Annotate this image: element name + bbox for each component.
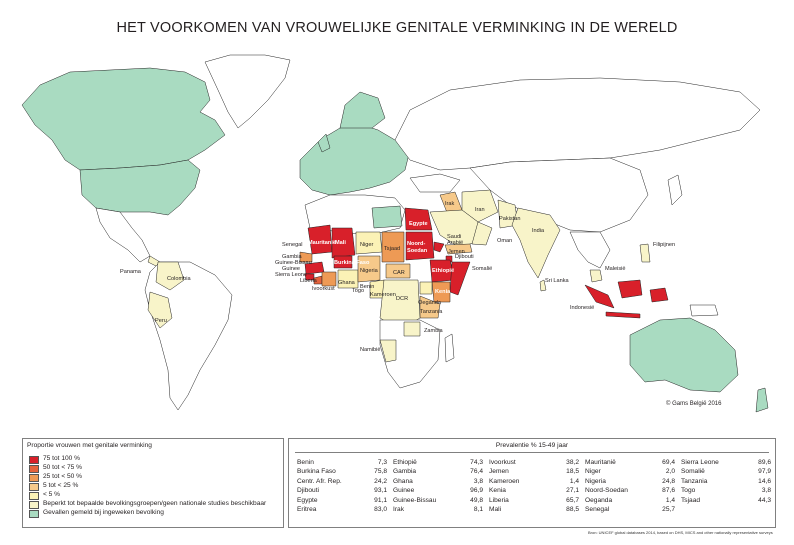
south-america — [145, 262, 232, 410]
prevalence-value: 7,3 — [377, 459, 387, 466]
prevalence-row — [393, 506, 483, 515]
prevalence-row — [489, 459, 579, 468]
country-name: Ethiopië — [393, 459, 417, 466]
prevalence-value: 1,4 — [569, 477, 579, 485]
prevalence-value: 91,1 — [374, 496, 387, 504]
label-sri-lanka: Sri Lanka — [545, 278, 569, 284]
label-somalia: Somalië — [472, 266, 493, 272]
australia-immigration — [630, 318, 738, 392]
legend-swatch — [29, 474, 39, 482]
label-niger: Niger — [360, 242, 374, 248]
prevalence-value: 1,4 — [665, 496, 675, 504]
label-ivory-coast: Ivoorkust — [312, 286, 335, 292]
prevalence-value: 74,3 — [470, 459, 483, 466]
japan — [668, 175, 682, 205]
country-name: Somalië — [681, 468, 705, 476]
label-malaysia: Maleisië — [605, 266, 626, 272]
country-name: Niger — [585, 468, 601, 476]
prevalence-row — [393, 468, 483, 477]
new-zealand — [756, 388, 768, 412]
prevalence-value: 3,8 — [761, 487, 771, 495]
prevalence-row — [393, 487, 483, 496]
label-mauritania: Mauritanië — [308, 240, 336, 246]
country-name: Burkina Faso — [297, 468, 336, 476]
label-dcr: DCR — [396, 296, 409, 302]
prevalence-value: 75,8 — [374, 468, 387, 476]
prevalence-row — [681, 478, 771, 487]
label-benin: Benin — [360, 284, 375, 290]
prevalence-value: 8,1 — [473, 506, 483, 513]
prevalence-row — [585, 459, 675, 468]
label-zambia: Zambia — [424, 328, 443, 334]
country-name: Nigeria — [585, 477, 606, 485]
mexico — [96, 208, 150, 262]
prevalence-value: 93,1 — [374, 487, 387, 495]
country-name: Oeganda — [585, 496, 613, 504]
label-yemen: Jemen — [448, 249, 465, 255]
prevalence-value: 27,1 — [566, 487, 579, 495]
prevalence-value: 69,4 — [662, 459, 675, 466]
prevalence-value: 83,0 — [374, 506, 387, 513]
country-name: Jemen — [489, 468, 509, 476]
legend-swatch — [29, 492, 39, 500]
legend-swatch — [29, 456, 39, 464]
prevalence-row — [393, 459, 483, 468]
country-name: Benin — [297, 459, 314, 466]
europe-immigration — [300, 124, 410, 195]
malaysia — [590, 270, 602, 282]
label-sudan-2: Soedan — [407, 248, 428, 254]
prevalence-value: 76,4 — [470, 468, 483, 476]
prevalence-row — [681, 497, 771, 506]
country-name: Guinee — [393, 487, 415, 495]
label-ethiopia: Ethiopië — [432, 268, 455, 274]
prevalence-row — [681, 487, 771, 496]
legend-title: Proportie vrouwen met genitale verminking — [27, 442, 152, 449]
prevalence-row — [297, 506, 387, 515]
philippines — [640, 244, 650, 262]
prevalence-value: 97,9 — [758, 468, 771, 476]
country-name: Irak — [393, 506, 404, 513]
country-name: Kenia — [489, 487, 506, 495]
label-gambia: Gambia — [282, 254, 302, 260]
prevalence-value: 14,6 — [758, 477, 771, 485]
prevalence-value: 3,8 — [473, 477, 483, 485]
prevalence-row — [297, 459, 387, 468]
indonesia-3 — [650, 288, 668, 302]
country-name: Tsjaad — [681, 496, 701, 504]
label-ghana: Ghana — [338, 280, 355, 286]
country-name: Togo — [681, 487, 696, 495]
greenland — [205, 55, 290, 128]
legend-swatch — [29, 510, 39, 518]
label-indonesia: Indonesië — [570, 305, 595, 311]
prevalence-row — [585, 497, 675, 506]
ivory-coast — [322, 272, 336, 286]
label-cameroon: Kameroen — [370, 292, 396, 298]
label-senegal: Senegal — [282, 242, 303, 248]
legend-swatch — [29, 483, 39, 491]
country-name: Mauritanië — [585, 459, 616, 466]
label-india: India — [532, 228, 545, 234]
somalia — [450, 262, 470, 295]
country-name: Tanzania — [681, 477, 708, 485]
prevalence-row — [681, 459, 771, 468]
label-panama: Panama — [120, 269, 141, 275]
prevalence-row — [585, 468, 675, 477]
prevalence-row — [297, 487, 387, 496]
label-liberia: Liberia — [300, 278, 317, 284]
turkey — [410, 174, 460, 192]
prevalence-value: 2,0 — [665, 468, 675, 476]
label-peru: Peru — [155, 318, 167, 324]
country-name: Ghana — [393, 477, 413, 485]
label-sudan: Noord- — [407, 241, 426, 247]
country-name: Djibouti — [297, 487, 319, 495]
country-name: Kameroen — [489, 477, 520, 485]
prevalence-value: 24,2 — [374, 477, 387, 485]
label-egypt: Egypte — [409, 221, 428, 227]
prevalence-value: 65,7 — [566, 496, 579, 504]
prevalence-value: 24,8 — [662, 477, 675, 485]
prevalence-row — [585, 506, 675, 515]
prevalence-table — [288, 438, 776, 528]
scandinavia — [340, 92, 385, 128]
prevalence-value: 87,6 — [662, 487, 675, 495]
label-nigeria: Nigeria — [360, 268, 378, 274]
label-iraq: Irak — [445, 201, 455, 207]
libya — [372, 206, 402, 228]
label-kenya: Kenia — [435, 289, 451, 295]
label-iran: Iran — [475, 207, 485, 213]
prevalence-row — [489, 468, 579, 477]
png — [690, 305, 718, 316]
prevalence-value: 96,9 — [470, 487, 483, 495]
country-name: Centr. Afr. Rep. — [297, 477, 342, 485]
prevalence-value: 25,7 — [662, 506, 675, 513]
country-name: Eritrea — [297, 506, 317, 513]
prevalence-row — [297, 468, 387, 477]
prevalence-divider — [295, 452, 769, 453]
label-togo: Togo — [352, 288, 365, 294]
prevalence-value: 44,3 — [758, 496, 771, 504]
se-asia — [570, 232, 610, 268]
label-car: CAR — [393, 270, 405, 276]
label-sierra-leone: Sierra Leone — [275, 272, 308, 278]
prevalence-row — [297, 497, 387, 506]
copyright: © Gams België 2016 — [666, 401, 722, 407]
country-name: Senegal — [585, 506, 610, 513]
prevalence-value: 49,8 — [470, 496, 483, 504]
legend: Proportie vrouwen met genitale verminking 75 tot 100 % 50 tot < 75 % 25 tot < 50 % 5 tot < 25 % < 5 % Beperkt tot bepaalde bevolkingsgroepen/geen nationale studies beschikbaar Gevallen gemeld bij ingeweken bevolking — [22, 438, 284, 528]
map-title: HET VOORKOMEN VAN VROUWELIJKE GENITALE VERMINKING IN DE WERELD — [116, 20, 678, 36]
zambia — [404, 322, 420, 336]
label-oman: Oman — [497, 238, 513, 244]
country-name: Ivoorkust — [489, 459, 516, 466]
label-djibouti: Djibouti — [455, 254, 474, 260]
prevalence-row — [489, 487, 579, 496]
label-guinea-bissau: Guinee-Bissau — [275, 260, 312, 266]
label-colombia: Colombia — [167, 276, 191, 282]
prevalence-title: Prevalentie % 15-49 jaar — [495, 442, 569, 449]
label-namibia: Namibië — [360, 347, 381, 353]
label-mali: Mali — [335, 240, 346, 246]
country-name: Sierra Leone — [681, 459, 719, 466]
country-name: Liberia — [489, 496, 509, 504]
indonesia-2 — [618, 280, 642, 298]
label-saudi-2: Arabië — [447, 240, 464, 246]
label-chad: Tsjaad — [384, 246, 401, 252]
label-burkina: Burkina Faso — [334, 260, 370, 266]
legend-swatch — [29, 465, 39, 473]
eritrea — [434, 242, 444, 252]
label-guinea: Guinee — [282, 266, 301, 272]
label-pakistan: Pakistan — [499, 216, 521, 222]
prevalence-row — [489, 497, 579, 506]
prevalence-row — [585, 478, 675, 487]
country-name: Guinee-Bissau — [393, 496, 437, 504]
prevalence-row — [585, 487, 675, 496]
prevalence-value: 38,2 — [566, 459, 579, 466]
prevalence-row — [489, 506, 579, 515]
country-name: Gambia — [393, 468, 417, 476]
label-philippines: Filipijnen — [653, 242, 676, 248]
label-tanzania: Tanzania — [420, 309, 443, 315]
country-name: Mali — [489, 506, 502, 513]
uganda — [420, 282, 432, 294]
prevalence-row — [393, 497, 483, 506]
china — [470, 158, 648, 232]
prevalence-value: 89,6 — [758, 459, 771, 466]
label-saudi: Saudi — [447, 234, 462, 240]
label-uganda: Oeganda — [418, 300, 442, 306]
country-name: Egypte — [297, 496, 318, 504]
russia — [395, 78, 760, 170]
prevalence-value: 18,5 — [566, 468, 579, 476]
madagascar — [445, 334, 454, 362]
prevalence-row — [297, 478, 387, 487]
prevalence-value: 88,5 — [566, 506, 579, 513]
canada-immigration — [22, 68, 225, 170]
indonesia-4 — [606, 312, 640, 318]
prevalence-row — [681, 468, 771, 477]
country-name: Noord-Soedan — [585, 487, 628, 495]
prevalence-row — [393, 478, 483, 487]
prevalence-row — [489, 478, 579, 487]
source-note: Bron: UNICEF global databases 2014, based on DHS, MICS and other nationally representative surveys — [588, 530, 773, 535]
legend-swatch — [29, 501, 39, 509]
